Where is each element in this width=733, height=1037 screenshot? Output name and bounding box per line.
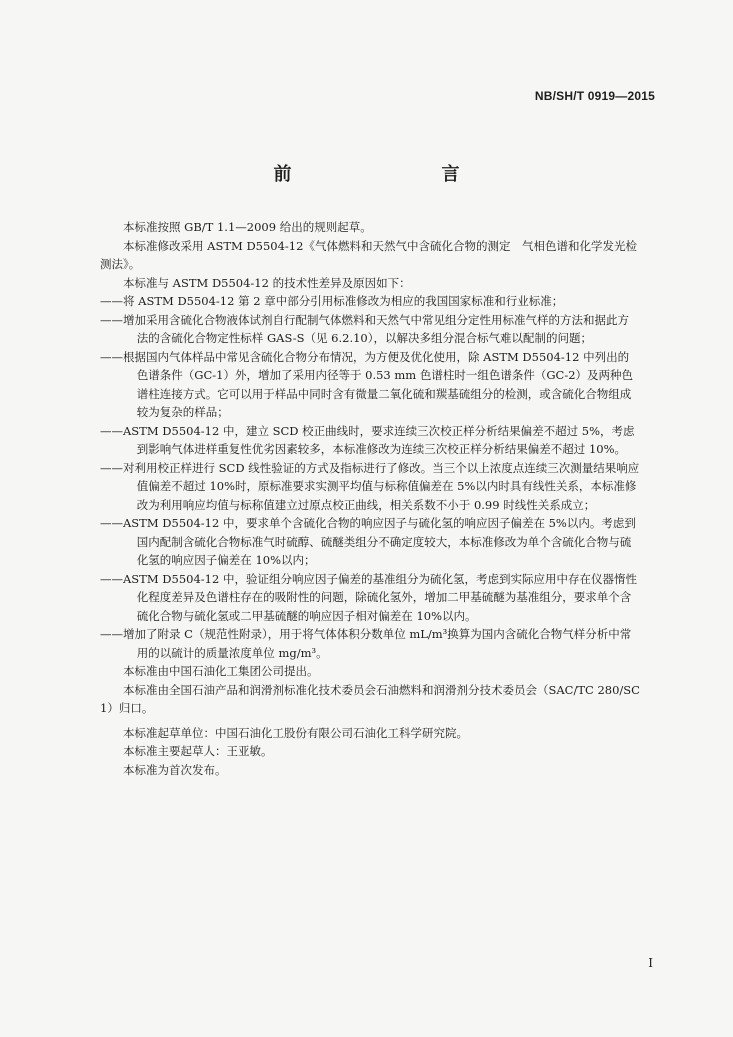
list-item: ——增加了附录 C（规范性附录），用于将气体体积分数单位 mL/m³换算为国内含硫化合物气样分析中常用的以硫计的质量浓度单位 mg/m³。 — [100, 627, 632, 660]
paragraph-drafting-rules: 本标准按照 GB/T 1.1—2009 给出的规则起草。 — [123, 220, 372, 234]
foreword-body — [100, 218, 640, 779]
list-item: ——ASTM D5504-12 中，验证组分响应因子偏差的基准组分为硫化氢，考虑到实际应用中存在仪器惰性化程度差异及色谱柱存在的吸附性的问题，除硫化氢外，增加二甲基硫醚为基准组分，要求单个含硫化合物与硫化氢或二甲基硫醚的响应因子相对偏差在 10%以内。 — [100, 571, 637, 623]
list-item: ——将 ASTM D5504-12 第 2 章中部分引用标准修改为相应的我国国家标准和行业标准； — [100, 294, 564, 308]
list-item: ——ASTM D5504-12 中，建立 SCD 校正曲线时，要求连续三次校正样分析结果偏差不超过 5%，考虑到影响气体进样重复性优劣因素较多，本标准修改为连续三次校正样分析结果偏差不超过 10%。 — [100, 423, 635, 456]
paragraph-first-release: 本标准为首次发布。 — [123, 762, 227, 777]
paragraph-drafting-unit: 本标准起草单位：中国石油化工股份有限公司石油化工科学研究院。 — [123, 725, 468, 740]
paragraph-proposer: 本标准由中国石油化工集团公司提出。 — [123, 664, 319, 678]
list-item: ——增加采用含硫化合物液体试剂自行配制气体燃料和天然气中常见组分定性用标准气样的方法和据此方法的含硫化合物定性标样 GAS-S（见 6.2.10），以解决多组分混合标气难以配制的问题； — [100, 312, 629, 345]
differences-list — [100, 292, 640, 662]
paragraph-committee: 本标准由全国石油产品和润滑剂标准化技术委员会石油燃料和润滑剂分技术委员会（SAC/TC 280/SC 1）归口。 — [100, 682, 640, 715]
paragraph-adoption: 本标准修改采用 ASTM D5504-12《气体燃料和天然气中含硫化合物的测定 气相色谱和化学发光检测法》。 — [100, 238, 637, 271]
list-item: ——ASTM D5504-12 中，要求单个含硫化合物的响应因子与硫化氢的响应因子偏差在 5%以内。考虑到国内配制含硫化合物标准气时硫醇、硫醚类组分不确定度较大，本标准修改为单个含硫化合物与硫化氢的响应因子偏差在 10%以内； — [100, 516, 636, 567]
page-title: 前 言 — [273, 164, 498, 185]
list-item: ——对利用校正样进行 SCD 线性验证的方式及指标进行了修改。当三个以上浓度点连续三次测量结果响应值偏差不超过 10%时，原标准要求实测平均值与标称值偏差在 5%以内时具有线性关系，本标准修改为利用响应均值与标称值建立过原点校正曲线，相关系数不小于 0.99 时线性关系成立； — [100, 460, 640, 512]
page-number: I — [648, 956, 653, 970]
paragraph-differences-intro: 本标准与 ASTM D5504-12 的技术性差异及原因如下： — [123, 275, 411, 290]
standard-code: NB/SH/T 0919—2015 — [534, 89, 655, 103]
paragraph-drafters: 本标准主要起草人：王亚敏。 — [123, 744, 273, 758]
list-item: ——根据国内气体样品中常见含硫化合物分布情况，为方便及优化使用，除 ASTM D5504-12 中列出的色谱条件（GC-1）外，增加了采用内径等于 0.53 mm 色谱柱时一组色谱条件（GC-2）及两种色谱柱连接方式。它可以用于样品中同时含有微量二氧化硫和羰基硫组分的检测，或含硫化合物组成较为复杂的样品； — [100, 349, 634, 419]
